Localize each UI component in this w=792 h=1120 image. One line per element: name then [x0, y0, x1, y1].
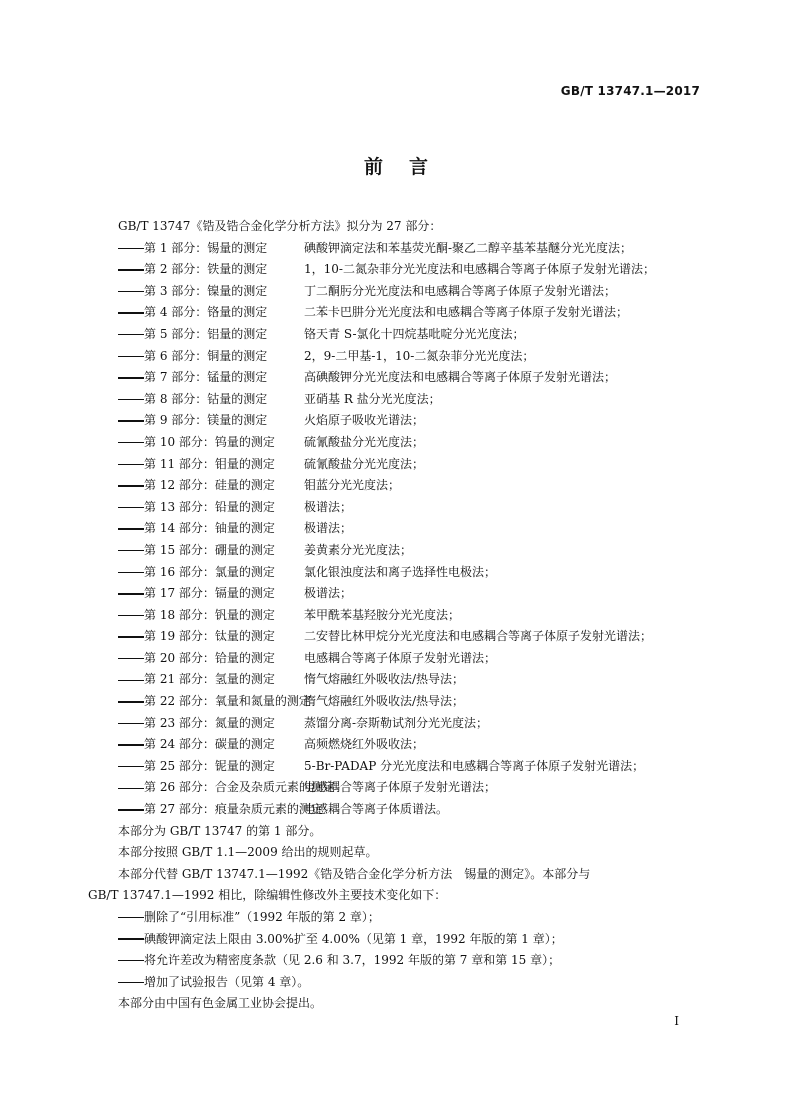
em-dash-bullet	[118, 356, 144, 357]
part-label: 第 22 部分：氧量和氮量的测定	[144, 694, 311, 709]
part-method: 2，9-二甲基-1，10-二氮杂菲分光光度法；	[304, 348, 535, 363]
changes-list	[118, 907, 708, 993]
part-label: 第 21 部分：氢量的测定	[144, 672, 275, 687]
part-item	[118, 432, 708, 454]
change-text: 删除了“引用标准”（1992 年版的第 2 章）；	[144, 910, 380, 924]
em-dash-bullet	[118, 982, 144, 983]
part-item	[118, 389, 708, 411]
part-item	[118, 324, 708, 346]
em-dash-bullet	[118, 658, 144, 659]
part-label: 第 3 部分：镍量的测定	[144, 283, 268, 298]
part-method: 硫氰酸盐分光光度法；	[304, 434, 425, 449]
part-method: 碘酸钾滴定法和苯基荧光酮-聚乙二醇辛基苯基醚分光光度法；	[304, 240, 633, 255]
em-dash-bullet	[118, 442, 144, 443]
em-dash-bullet	[118, 485, 144, 486]
standard-number: GB/T 13747.1—2017	[560, 84, 700, 98]
part-label: 第 11 部分：钼量的测定	[144, 456, 275, 471]
part-method: 电感耦合等离子体原子发射光谱法；	[304, 780, 497, 795]
part-label: 第 18 部分：钒量的测定	[144, 607, 275, 622]
change-item	[118, 929, 708, 951]
page-number: I	[674, 1014, 679, 1028]
part-method: 亚硝基 R 盐分光光度法；	[304, 391, 441, 406]
part-item	[118, 475, 708, 497]
em-dash-bullet	[118, 615, 144, 616]
part-method: 高碘酸钾分光光度法和电感耦合等离子体原子发射光谱法；	[304, 370, 617, 385]
part-item	[118, 302, 708, 324]
em-dash-bullet	[118, 420, 144, 421]
this-part-paragraph: 本部分为 GB/T 13747 的第 1 部分。	[118, 823, 322, 838]
em-dash-bullet	[118, 917, 144, 918]
part-item	[118, 238, 708, 260]
part-label: 第 1 部分：锡量的测定	[144, 240, 268, 255]
part-item	[118, 605, 708, 627]
drafting-paragraph: 本部分按照 GB/T 1.1—2009 给出的规则起草。	[118, 845, 378, 860]
part-item	[118, 734, 708, 756]
part-method: 铬天青 S-氯化十四烷基吡啶分光光度法；	[304, 326, 525, 341]
part-method: 极谱法；	[304, 521, 353, 536]
replaces-paragraph-line2: GB/T 13747.1—1992 相比，除编辑性修改外主要技术变化如下：	[88, 888, 447, 903]
part-label: 第 20 部分：铪量的测定	[144, 650, 275, 665]
part-item	[118, 626, 708, 648]
part-method: 电感耦合等离子体原子发射光谱法；	[304, 650, 497, 665]
em-dash-bullet	[118, 334, 144, 335]
page-title: 前言	[363, 156, 454, 178]
em-dash-bullet	[118, 550, 144, 551]
part-method: 高频燃烧红外吸收法；	[304, 737, 425, 752]
part-method: 丁二酮肟分光光度法和电感耦合等离子体原子发射光谱法；	[304, 283, 617, 298]
part-item	[118, 756, 708, 778]
part-label: 第 5 部分：铝量的测定	[144, 326, 268, 341]
part-item	[118, 346, 708, 368]
part-label: 第 2 部分：铁量的测定	[144, 262, 268, 277]
part-label: 第 10 部分：钨量的测定	[144, 434, 275, 449]
part-item	[118, 583, 708, 605]
change-text: 碘酸钾滴定法上限由 3.00%扩至 4.00%（见第 1 章，1992 年版的第 1 章）；	[144, 931, 563, 946]
part-method: 苯甲酰苯基羟胺分光光度法；	[304, 607, 461, 622]
replaces-paragraph-line1: 本部分代替 GB/T 13747.1—1992《锆及锆合金化学分析方法 锡量的测定》。本部分与	[118, 866, 591, 881]
em-dash-bullet	[118, 312, 144, 313]
change-item	[118, 950, 708, 972]
part-method: 电感耦合等离子体质谱法。	[304, 802, 449, 817]
part-item	[118, 669, 708, 691]
part-item	[118, 540, 708, 562]
part-label: 第 15 部分：硼量的测定	[144, 542, 275, 557]
part-label: 第 7 部分：锰量的测定	[144, 370, 268, 385]
em-dash-bullet	[118, 507, 144, 508]
part-method: 5-Br-PADAP 分光光度法和电感耦合等离子体原子发射光谱法；	[304, 758, 645, 773]
em-dash-bullet	[118, 528, 144, 529]
em-dash-bullet	[118, 291, 144, 292]
part-label: 第 8 部分：钴量的测定	[144, 391, 268, 406]
part-label: 第 16 部分：氯量的测定	[144, 564, 275, 579]
part-method: 极谱法；	[304, 499, 353, 514]
part-item	[118, 497, 708, 519]
part-label: 第 19 部分：钛量的测定	[144, 629, 275, 644]
part-label: 第 27 部分：痕量杂质元素的测定	[144, 802, 323, 817]
part-label: 第 26 部分：合金及杂质元素的测定	[144, 780, 335, 795]
part-method: 二苯卡巴肼分光光度法和电感耦合等离子体原子发射光谱法；	[304, 305, 629, 320]
part-item	[118, 259, 708, 281]
part-method: 硫氰酸盐分光光度法；	[304, 456, 425, 471]
part-item	[118, 410, 708, 432]
part-item	[118, 367, 708, 389]
part-label: 第 24 部分：碳量的测定	[144, 737, 275, 752]
part-label: 第 23 部分：氮量的测定	[144, 715, 275, 730]
em-dash-bullet	[118, 464, 144, 465]
em-dash-bullet	[118, 960, 144, 961]
part-item	[118, 777, 708, 799]
em-dash-bullet	[118, 269, 144, 270]
em-dash-bullet	[118, 809, 144, 810]
em-dash-bullet	[118, 399, 144, 400]
em-dash-bullet	[118, 636, 144, 637]
part-method: 火焰原子吸收光谱法；	[304, 413, 425, 428]
foreword-body	[88, 216, 708, 1015]
part-item	[118, 799, 708, 821]
em-dash-bullet	[118, 744, 144, 745]
part-label: 第 14 部分：铀量的测定	[144, 521, 275, 536]
part-method: 极谱法；	[304, 586, 353, 601]
em-dash-bullet	[118, 248, 144, 249]
part-method: 惰气熔融红外吸收法/热导法；	[304, 672, 465, 687]
change-item	[118, 907, 708, 929]
part-method: 1，10-二氮杂菲分光光度法和电感耦合等离子体原子发射光谱法；	[304, 262, 655, 277]
part-item	[118, 281, 708, 303]
part-item	[118, 518, 708, 540]
part-label: 第 12 部分：硅量的测定	[144, 478, 275, 493]
intro-paragraph: GB/T 13747《锆及锆合金化学分析方法》拟分为 27 部分：	[118, 219, 442, 233]
change-text: 增加了试验报告（见第 4 章）。	[144, 974, 310, 989]
part-item	[118, 691, 708, 713]
part-method: 钼蓝分光光度法；	[304, 478, 401, 493]
em-dash-bullet	[118, 701, 144, 702]
part-item	[118, 713, 708, 735]
part-item	[118, 562, 708, 584]
part-item	[118, 454, 708, 476]
part-label: 第 4 部分：铬量的测定	[144, 305, 268, 320]
part-method: 姜黄素分光光度法；	[304, 542, 413, 557]
em-dash-bullet	[118, 938, 144, 939]
part-label: 第 6 部分：铜量的测定	[144, 348, 268, 363]
part-item	[118, 648, 708, 670]
part-label: 第 25 部分：铌量的测定	[144, 758, 275, 773]
em-dash-bullet	[118, 377, 144, 378]
em-dash-bullet	[118, 788, 144, 789]
em-dash-bullet	[118, 680, 144, 681]
part-label: 第 13 部分：铅量的测定	[144, 499, 275, 514]
em-dash-bullet	[118, 593, 144, 594]
change-item	[118, 972, 708, 994]
em-dash-bullet	[118, 766, 144, 767]
em-dash-bullet	[118, 723, 144, 724]
part-method: 氯化银浊度法和离子选择性电极法；	[304, 564, 497, 579]
part-method: 惰气熔融红外吸收法/热导法；	[304, 694, 465, 709]
change-text: 将允许差改为精密度条款（见 2.6 和 3.7，1992 年版的第 7 章和第 15 章）；	[144, 953, 561, 968]
proposed-by-paragraph: 本部分由中国有色金属工业协会提出。	[118, 996, 323, 1011]
part-label: 第 17 部分：镉量的测定	[144, 586, 275, 601]
em-dash-bullet	[118, 572, 144, 573]
part-method: 二安替比林甲烷分光光度法和电感耦合等离子体原子发射光谱法；	[304, 629, 653, 644]
part-method: 蒸馏分离-奈斯勒试剂分光光度法；	[304, 715, 489, 730]
parts-list	[118, 238, 708, 821]
part-label: 第 9 部分：镁量的测定	[144, 413, 268, 428]
